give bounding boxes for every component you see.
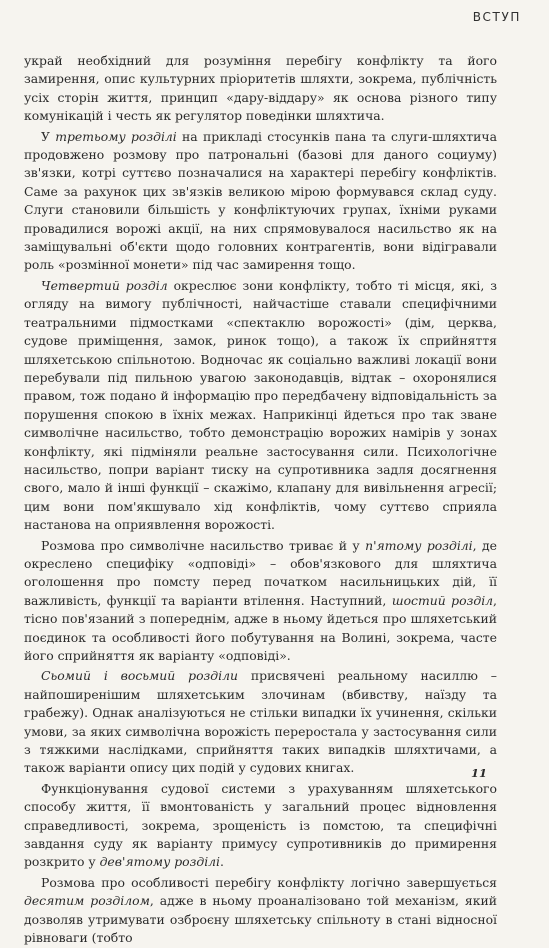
- paragraph: [24, 277, 497, 535]
- running-header: ВСТУП: [472, 10, 521, 24]
- body-text: [24, 52, 497, 948]
- page-number: 11: [470, 766, 487, 780]
- text-run: , де окреслено специфіку «одповіді» – обов'язкового для шляхтича оголошення про помсту перед початком насильницьких дій, її важливість, функції та варіанти втілення. Наступний,: [24, 537, 497, 608]
- text-run: присвячені реальному насиллю – найпоширенішим шляхетським злочинам (вбивству, наїзду та грабежу). Однак аналізуються не стільки випадки їх учинення, скільки умови, за яких символічна ворожість переростала у застосування сили з тяжкими наслідками, сприйняття таких випадків шляхтичами, а також варіанти опису цих подій у судових книгах.: [24, 668, 497, 776]
- paragraph: [24, 128, 497, 275]
- italic-text: Сьомий і восьмий розділи: [41, 668, 238, 684]
- italic-text: десятим розділом: [24, 893, 150, 909]
- italic-text: Четвертий розділ: [41, 277, 168, 293]
- text-run: , адже в ньому проаналізовано той механізм, який дозволяв утримувати озброєну шляхетську спільноту в стані відносної рівноваги (тобто: [24, 893, 498, 946]
- italic-text: дев'ятому розділі: [99, 854, 221, 870]
- text-run: , тісно пов'язаний з попереднім, адже в ньому йдеться про шляхетський поєдинок та особливості його побутування на Волині, зокрема, часте його сприйняття як варіанту «одповіді».: [24, 592, 497, 663]
- text-run: Розмова про символічне насильство триває й у: [41, 537, 366, 553]
- italic-text: третьому розділі: [55, 128, 177, 144]
- paragraph: [24, 537, 497, 666]
- paragraph: [24, 780, 497, 872]
- text-run: украй необхідний для розуміння перебігу конфлікту та його замирення, опис культурних пріоритетів шляхти, зокрема, публічність усіх сторін життя, принцип «дару-віддару» як основа різного типу комунікацій і честь як регулятор поведінки шляхтича.: [24, 53, 497, 124]
- text-run: Функціонування судової системи з урахуванням шляхетського способу життя, її вмонтованість у загальний процес відновлення справедливості, зокрема, зрощеність із помстою, та специфічні завдання суду як варіанту примусу супротивників до примирення розкрито у: [24, 780, 497, 870]
- paragraph: [24, 667, 497, 777]
- text-run: .: [220, 854, 224, 870]
- text-run: У: [41, 128, 56, 144]
- text-run: Розмова про особливості перебігу конфлікту логічно завершується: [41, 874, 497, 890]
- text-run: окреслює зони конфлікту, тобто ті місця, які, з огляду на вимогу публічності, найчастіше ставали специфічними театральними підмостками «спектаклю ворожості» (дім, церква, судове приміщення, замок, ринок тощо), а також їх сприйняття шляхетською спільнотою. Водночас як соціально важливі локації вони перебували під пильною увагою законодавців, відтак – охоронялися правом, тож подано й інформацію про передбачену відповідальність за порушення спокою в їхніх межах. Наприкінці йдеться про так зване символічне насильство, тобто демонстрацію ворожих намірів у зонах конфлікту, які підміняли реальне застосування сили. Психологічне насильство, попри варіант тиску на супротивника задля досягнення свого, мало й інші функції – скажімо, клапану для вивільнення агресії; цим вони пом'якшувало хід конфліктів, чому суттєво сприяла настанова на оприявлення ворожості.: [24, 277, 498, 533]
- text-run: на прикладі стосунків пана та слуги-шляхтича продовжено розмову про патрональні (базові для даного социуму) зв'язки, котрі суттєво позначалися на характері перебігу конфліктів. Саме за рахунок цих зв'язків великою мірою формувався склад суду. Слуги становили більшість у конфліктуючих групах, їхніми руками провадилися ворожі акції, на них спрямовувалося насильство як на заміщувальні об'єкти щодо головних контрагентів, вони відігравали роль «розмінної монети» під час замирення тощо.: [24, 128, 497, 273]
- paragraph: [24, 874, 497, 948]
- paragraph: [24, 52, 497, 126]
- italic-text: шостий розділ: [391, 592, 494, 608]
- italic-text: п'ятому розділі: [365, 537, 473, 553]
